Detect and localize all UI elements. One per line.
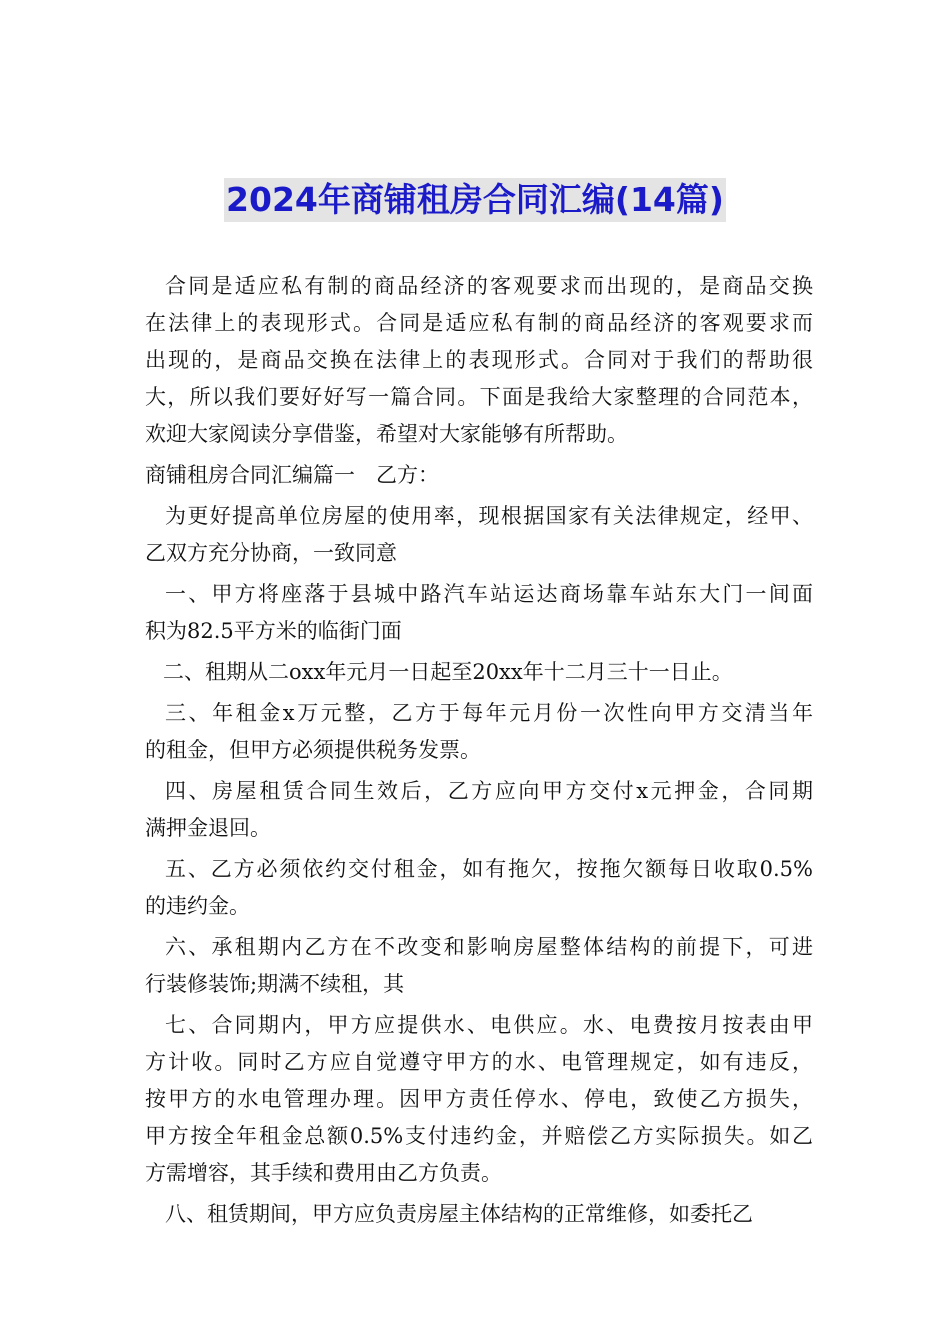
text-line: 大，所以我们要好好写一篇合同。下面是我给大家整理的合同范本， [145,385,813,409]
text-line: 满押金退回。 [145,816,271,840]
text-line: 乙双方充分协商，一致同意 [145,541,397,565]
intro-paragraph [145,268,813,453]
clause-1 [145,576,813,650]
text-line: 合同是适应私有制的商品经济的客观要求而出现的，是商品交换 [165,274,813,298]
preamble-paragraph [145,498,813,572]
text-line: 的违约金。 [145,894,250,918]
title-container [0,178,950,222]
document-body [145,268,813,1237]
text-line: 出现的，是商品交换在法律上的表现形式。合同对于我们的帮助很 [145,348,813,372]
text-line: 四、房屋租赁合同生效后，乙方应向甲方交付x元押金，合同期 [165,779,813,803]
clause-4 [145,773,813,847]
text-line: 一、甲方将座落于县城中路汽车站运达商场靠车站东大门一间面 [165,582,813,606]
text-line: 欢迎大家阅读分享借鉴，希望对大家能够有所帮助。 [145,422,628,446]
text-line: 八、租赁期间，甲方应负责房屋主体结构的正常维修，如委托乙 [165,1202,753,1226]
text-line: 在法律上的表现形式。合同是适应私有制的商品经济的客观要求而 [145,311,813,335]
text-line: 的租金，但甲方必须提供税务发票。 [145,738,481,762]
text-line: 方需增容，其手续和费用由乙方负责。 [145,1161,502,1185]
text-line: 五、乙方必须依约交付租金，如有拖欠，按拖欠额每日收取0.5% [165,857,813,881]
text-line: 商铺租房合同汇编篇一 乙方： [145,463,439,487]
clause-6 [145,929,813,1003]
text-line: 三、年租金x万元整，乙方于每年元月份一次性向甲方交清当年 [165,701,813,725]
text-line: 行装修装饰;期满不续租，其 [145,972,405,996]
clause-8 [145,1196,813,1233]
text-line: 二、租期从二oxx年元月一日起至20xx年十二月三十一日止。 [163,660,733,684]
text-line: 为更好提高单位房屋的使用率，现根据国家有关法律规定，经甲、 [165,504,813,528]
clause-3 [145,695,813,769]
section-heading [145,457,813,494]
clause-2 [145,654,813,691]
clause-7 [145,1007,813,1192]
text-line: 六、承租期内乙方在不改变和影响房屋整体结构的前提下，可进 [165,935,813,959]
text-line: 按甲方的水电管理办理。因甲方责任停水、停电，致使乙方损失， [145,1087,813,1111]
clause-5 [145,851,813,925]
text-line: 七、合同期内，甲方应提供水、电供应。水、电费按月按表由甲 [165,1013,813,1037]
text-line: 甲方按全年租金总额0.5%支付违约金，并赔偿乙方实际损失。如乙 [145,1124,813,1148]
document-title: 2024年商铺租房合同汇编(14篇) [224,178,726,222]
text-line: 积为82.5平方米的临街门面 [145,619,402,643]
text-line: 方计收。同时乙方应自觉遵守甲方的水、电管理规定，如有违反， [145,1050,813,1074]
